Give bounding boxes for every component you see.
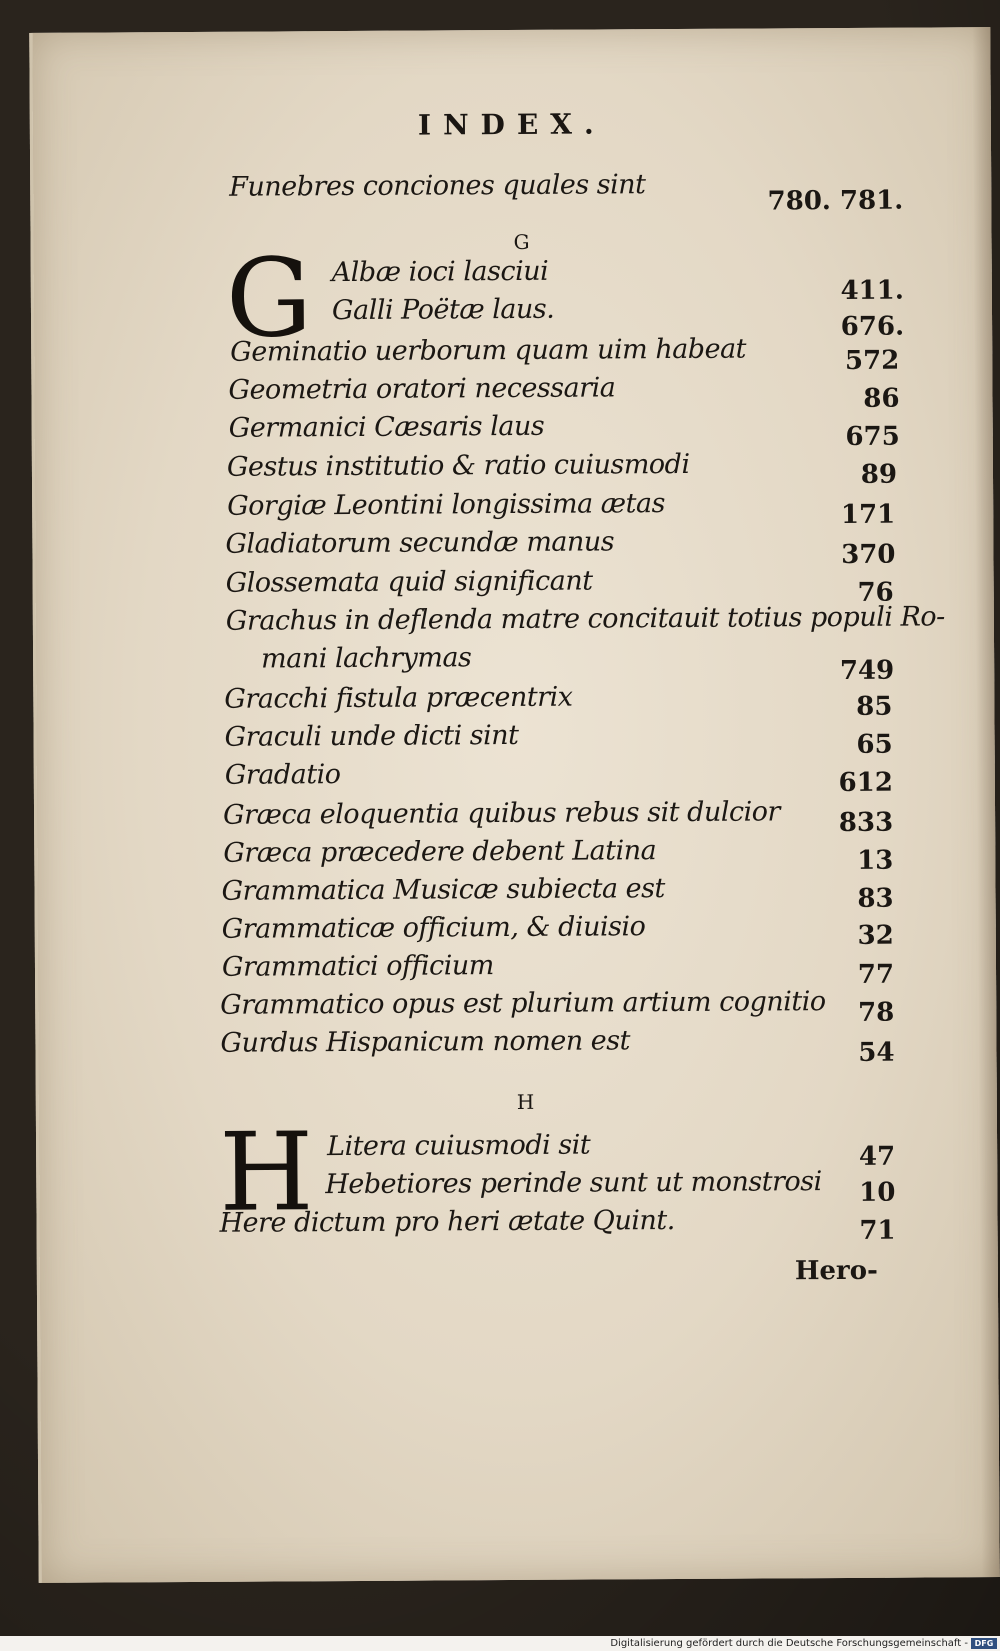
index-page-number: 749 [839, 655, 895, 687]
index-page-number: 833 [838, 807, 894, 839]
index-entry: Funebres conciones quales sint [229, 169, 646, 203]
index-entry: Græca eloquentia quibus rebus sit dulcior [222, 796, 780, 831]
index-entry: Gorgiæ Leontini longissima ætas [227, 488, 666, 522]
index-page-number: 76 [857, 577, 894, 608]
index-entry: Gestus institutio & ratio cuiusmodi [226, 448, 690, 483]
index-entry: Gurdus Hispanicum nomen est [220, 1025, 631, 1059]
index-entry: Galli Poëtæ laus. [331, 293, 555, 327]
index-entry: Germanici Cæsaris laus [228, 410, 545, 444]
index-page-number: 78 [857, 997, 895, 1028]
index-page-number: 47 [858, 1141, 896, 1172]
index-page-number: 612 [838, 767, 893, 799]
index-page-number: 411. [840, 275, 904, 306]
drop-cap-h: H [218, 1110, 314, 1236]
index-entry: Graculi unde dicti sint [224, 719, 519, 753]
index-page-number: 10 [859, 1177, 896, 1208]
index-page-number: 77 [857, 959, 895, 990]
digitization-footer [0, 1636, 1000, 1651]
section-letter-g: G [513, 229, 530, 254]
index-page-number: 85 [856, 691, 893, 722]
index-entry: Glossemata quid significant [225, 565, 593, 599]
catchword: Hero- [794, 1255, 878, 1287]
index-page-number: 780. 781. [767, 185, 904, 217]
index-page-number: 370 [841, 539, 896, 570]
index-entry: Gracchi fistula præcentrix [224, 681, 573, 715]
index-entry: Grammaticæ officium, & diuisio [221, 911, 646, 945]
index-page-number: 572 [844, 345, 900, 376]
index-entry: Grammatici officium [221, 950, 494, 983]
index-page-number: 675 [845, 421, 900, 452]
dfg-logo: DFG [971, 1638, 997, 1649]
footer-credit: Digitalisierung gefördert durch die Deutsche Forschungsgemeinschaft - [610, 1638, 968, 1649]
index-page-number: 171 [840, 499, 896, 531]
section-letter-h: H [516, 1089, 535, 1114]
index-entry: Geminatio uerborum quam uim habeat [230, 333, 747, 368]
index-entry: Geometria oratori necessaria [228, 372, 616, 406]
book-page [29, 27, 999, 1583]
index-entry: Gladiatorum secundæ manus [225, 526, 615, 560]
index-entry: Hebetiores perinde sunt ut monstrosi [325, 1166, 822, 1201]
index-entry: Grammatico opus est plurium artium cognitio [220, 986, 826, 1021]
drop-cap-g: G [225, 236, 313, 362]
index-page-number: 54 [858, 1037, 895, 1068]
index-page-number: 13 [857, 845, 894, 876]
index-entry: mani lachrymas [261, 642, 472, 675]
index-page-number: 89 [860, 459, 898, 490]
index-page-number: 71 [859, 1215, 896, 1246]
index-page-number: 32 [857, 920, 894, 951]
index-entry: Grachus in deflenda matre concitauit totius populi Ro- [225, 601, 945, 637]
page-header: INDEX. [417, 107, 606, 142]
index-page-number: 86 [863, 383, 900, 414]
index-entry: Albæ ioci lasciui [331, 255, 549, 289]
index-page-number: 676. [840, 311, 905, 342]
index-page-number: 65 [856, 729, 893, 760]
index-page-number: 83 [857, 883, 894, 914]
index-entry: Litera cuiusmodi sit [326, 1129, 591, 1163]
index-entry: Græca præcedere debent Latina [223, 835, 657, 869]
index-entry: Here dictum pro heri ætate Quint. [219, 1205, 675, 1239]
index-entry: Gradatio [224, 759, 341, 791]
index-entry: Grammatica Musicæ subiecta est [221, 873, 665, 907]
